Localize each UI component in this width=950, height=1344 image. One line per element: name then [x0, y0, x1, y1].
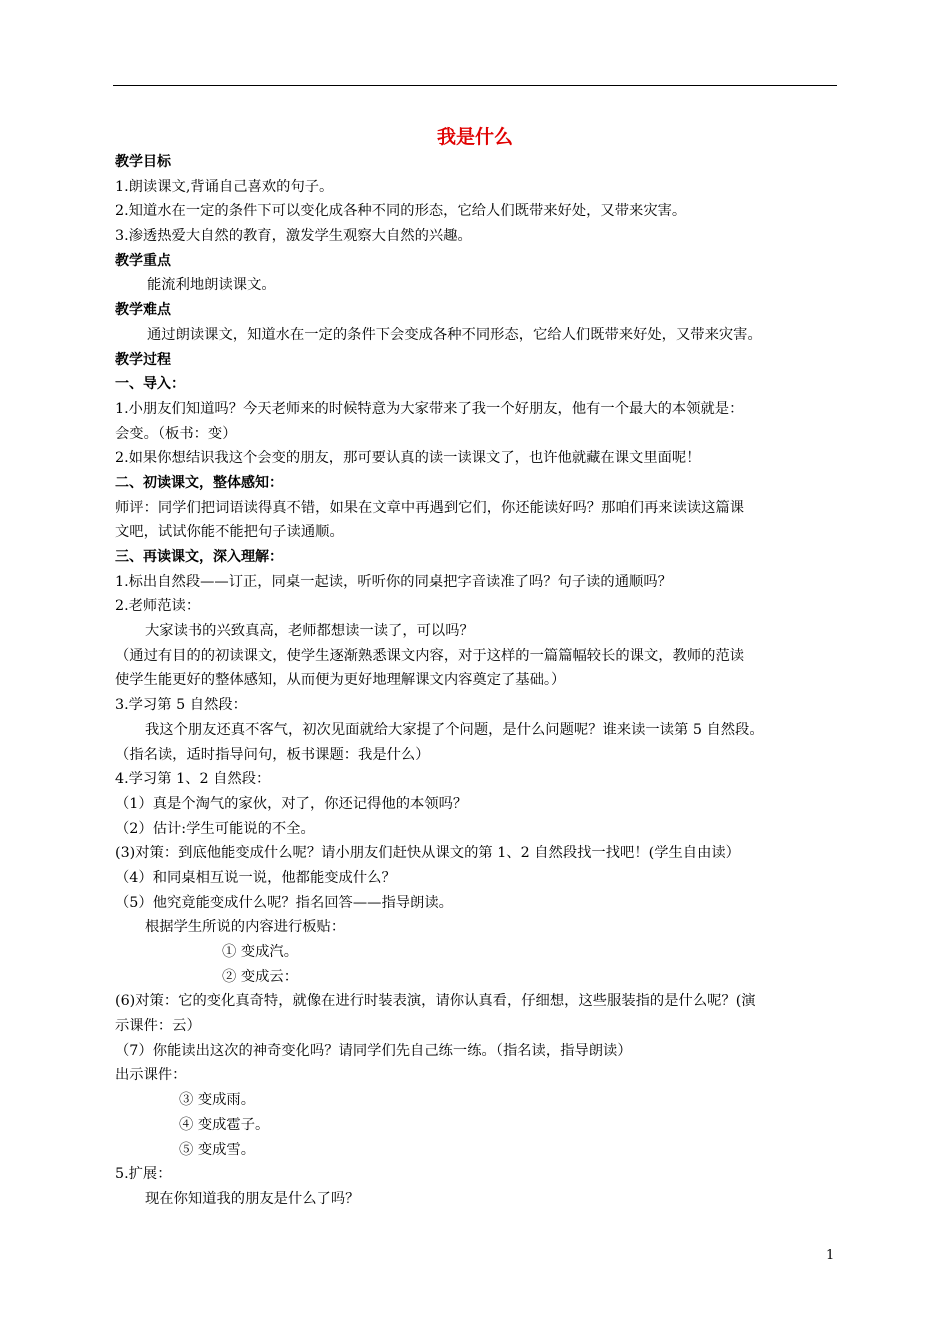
board-item: ④ 变成雹子。: [179, 1116, 270, 1133]
part2-line: 师评：同学们把词语读得真不错，如果在文章中再遇到它们，你还能读好吗？那咱们再来读读这篇课: [115, 499, 745, 516]
goal-line: 3.渗透热爱大自然的教育，激发学生观察大自然的兴趣。: [115, 228, 472, 245]
board-item: ⑤ 变成雪。: [179, 1141, 256, 1158]
focus-text: 能流利地朗读课文。: [147, 277, 276, 294]
page-number: 1: [826, 1248, 835, 1263]
part3-line: 出示课件：: [115, 1067, 187, 1084]
part3-line: （指名读，适时指导问句，板书课题：我是什么）: [115, 746, 430, 763]
part3-line: 5.扩展：: [115, 1166, 172, 1183]
part3-line: （1）真是个淘气的家伙，对了，你还记得他的本领吗？: [115, 795, 468, 812]
part1-line: 2.如果你想结识我这个会变的朋友，那可要认真的读一读课文了，也许他就藏在课文里面呢！: [115, 450, 701, 467]
document-body: [115, 150, 855, 1212]
part2-heading: 二、初读课文，整体感知：: [115, 474, 283, 491]
part3-line: 2.老师范读：: [115, 598, 201, 615]
difficulty-text: 通过朗读课文，知道水在一定的条件下会变成各种不同形态，它给人们既带来好处，又带来灾害。: [147, 326, 762, 343]
part3-heading: 三、再读课文，深入理解：: [115, 549, 283, 565]
goals-heading: 教学目标: [115, 154, 171, 170]
part2-line: 文吧，试试你能不能把句子读通顺。: [115, 524, 344, 541]
part3-line: 大家读书的兴致真高，老师都想读一读了，可以吗？: [145, 623, 474, 640]
board-item: ② 变成云：: [222, 968, 299, 985]
part3-line: （通过有目的的初读课文，使学生逐渐熟悉课文内容，对于这样的一篇篇幅较长的课文，教师的范读: [115, 647, 745, 664]
difficulty-heading: 教学难点: [115, 302, 171, 319]
part1-line: 会变。（板书：变）: [115, 425, 237, 442]
board-item: ③ 变成雨。: [179, 1092, 256, 1109]
goal-line: 2.知道水在一定的条件下可以变化成各种不同的形态，它给人们既带来好处，又带来灾害。: [115, 203, 687, 220]
goal-line: 1.朗读课文,背诵自己喜欢的句子。: [115, 178, 334, 195]
part3-line: （5）他究竟能变成什么呢？指名回答——指导朗读。: [115, 894, 453, 911]
part1-heading: 一、导入：: [115, 376, 185, 393]
part3-line: （7）你能读出这次的神奇变化吗？请同学们先自己练一练。（指名读，指导朗读）: [115, 1042, 632, 1059]
part3-line: 1.标出自然段——订正，同桌一起读，听听你的同桌把字音读准了吗？句子读的通顺吗？: [115, 573, 672, 590]
part3-line: 使学生能更好的整体感知，从而便为更好地理解课文内容奠定了基础。）: [115, 672, 566, 689]
part3-line: 现在你知道我的朋友是什么了吗？: [145, 1190, 360, 1207]
header-rule: [113, 85, 837, 86]
process-heading: 教学过程: [115, 351, 171, 368]
part3-line: 4.学习第 1、2 自然段：: [115, 771, 271, 788]
part3-line: 3.学习第 5 自然段：: [115, 697, 247, 714]
focus-heading: 教学重点: [115, 252, 171, 269]
page-title: 我是什么: [436, 126, 513, 148]
part3-line: （2）估计:学生可能说的不全。: [115, 820, 315, 837]
part3-line: 我这个朋友还真不客气，初次见面就给大家提了个问题，是什么问题呢？谁来读一读第 5 自然段。: [145, 721, 764, 738]
part3-line: 示课件：云）: [115, 1018, 201, 1035]
board-item: ① 变成汽。: [222, 944, 299, 960]
part1-line: 1.小朋友们知道吗？今天老师来的时候特意为大家带来了我一个好朋友，他有一个最大的本领就是：: [115, 400, 744, 417]
part3-line: (3)对策：到底他能变成什么呢？请小朋友们赶快从课文的第 1、2 自然段找一找吧！(学生自由读）: [115, 845, 740, 862]
part3-line: 根据学生所说的内容进行板贴：: [145, 919, 346, 936]
part3-line: （4）和同桌相互说一说，他都能变成什么？: [115, 869, 396, 886]
part3-line: (6)对策：它的变化真奇特，就像在进行时装表演，请你认真看，仔细想，这些服装指的是什么呢？(演: [115, 993, 756, 1010]
